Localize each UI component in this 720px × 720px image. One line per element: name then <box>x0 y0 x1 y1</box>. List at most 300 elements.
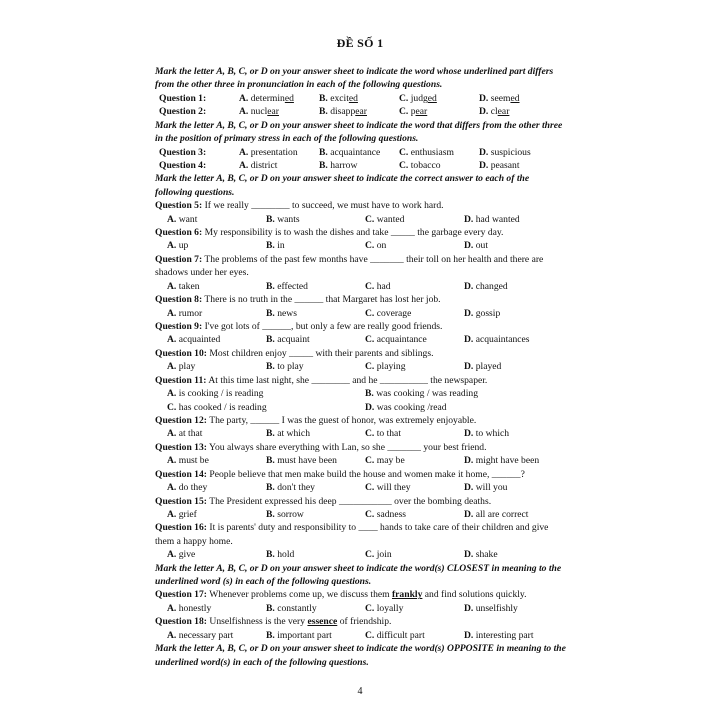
underlined-word: essence <box>307 616 338 628</box>
option-letter: A. <box>167 508 177 520</box>
option-text: coverage <box>376 307 412 319</box>
question-text: If we really ________ to succeed, we must have to work hard. <box>204 200 444 212</box>
answer-options <box>155 629 567 642</box>
answer-options <box>155 360 567 373</box>
answer-option <box>266 307 365 320</box>
option-text: difficult part <box>376 629 425 641</box>
question-text: People believe that men make build the house and women make it home, ______? <box>209 468 525 480</box>
instruction-stress: Mark the letter A, B, C, or D on your answer sheet to indicate the word that differs from the other three in the position of primary stress in each of the following questions. <box>155 119 563 145</box>
option-text: necessary part <box>178 629 234 641</box>
option-text: must be <box>178 455 209 467</box>
answer-option <box>167 602 266 615</box>
answer-option <box>266 239 365 252</box>
answer-option <box>266 360 365 373</box>
answer-option <box>365 280 464 293</box>
option-letter: B. <box>319 92 328 104</box>
option-letter: B. <box>266 602 275 614</box>
answer-option <box>266 333 365 346</box>
answer-option <box>464 548 564 561</box>
answer-options <box>155 307 567 320</box>
option-text: all are correct <box>475 508 529 520</box>
option-text: important part <box>277 629 332 641</box>
option-letter: D. <box>464 508 474 520</box>
answer-option <box>464 427 564 440</box>
option-letter: B. <box>266 508 275 520</box>
option-letter: A. <box>239 92 249 104</box>
answer-option <box>167 629 266 642</box>
question-label: Question 7: <box>155 253 203 265</box>
option-text: don't they <box>277 482 315 494</box>
option-text: taken <box>178 280 200 292</box>
option-text: unselfishly <box>475 602 518 614</box>
instruction-correct-answer: Mark the letter A, B, C, or D on your answer sheet to indicate the correct answer to each of the following questions. <box>155 173 530 198</box>
question-stem <box>155 441 567 454</box>
question-text: My responsibility is to wash the dishes and take _____ the garbage every day. <box>204 227 504 239</box>
answer-option <box>464 360 564 373</box>
answer-option <box>167 548 266 561</box>
answer-option <box>479 146 559 159</box>
option-letter: C. <box>399 146 409 158</box>
answer-option <box>479 92 559 105</box>
question-stem <box>155 521 567 548</box>
answer-option <box>399 105 479 118</box>
option-text: played <box>475 361 502 373</box>
answer-option <box>464 629 564 642</box>
option-text: must have been <box>277 455 337 467</box>
instruction-closest-meaning: Mark the letter A, B, C, or D on your answer sheet to indicate the word(s) CLOSEST in meaning to the underlined word (s) in each of the following questions. <box>155 562 562 588</box>
answer-options <box>155 481 567 494</box>
option-letter: B. <box>365 388 374 400</box>
underlined-part: ear <box>415 106 428 118</box>
answer-option <box>266 454 365 467</box>
option-text: play <box>178 361 196 373</box>
question-text: I've got lots of ______, but only a few are really good friends. <box>204 321 443 333</box>
answer-option <box>319 105 399 118</box>
answer-option <box>365 481 464 494</box>
underlined-part: ed <box>510 92 520 104</box>
option-text: disapp <box>330 106 356 118</box>
option-letter: A. <box>239 106 249 118</box>
question-label: Question 8: <box>155 294 203 306</box>
option-letter: B. <box>266 361 275 373</box>
option-text: presentation <box>250 146 298 158</box>
answer-option <box>399 92 479 105</box>
answer-options <box>155 602 567 615</box>
option-letter: A. <box>167 455 177 467</box>
answer-option <box>167 454 266 467</box>
option-letter: C. <box>399 92 409 104</box>
option-text: to which <box>475 428 510 440</box>
option-letter: B. <box>319 159 328 171</box>
option-letter: C. <box>399 106 409 118</box>
option-text: join <box>376 549 392 561</box>
option-letter: C. <box>365 482 375 494</box>
option-letter: A. <box>167 629 177 641</box>
option-text: loyally <box>376 602 404 614</box>
option-letter: A. <box>167 388 177 400</box>
option-letter: A. <box>239 146 249 158</box>
exam-content <box>155 65 567 669</box>
answer-option <box>239 92 319 105</box>
stress-questions <box>155 146 567 173</box>
question-stem <box>155 414 567 427</box>
question-stem <box>155 615 567 628</box>
correct-answer-questions <box>155 199 567 561</box>
option-letter: B. <box>266 455 275 467</box>
option-text: judg <box>410 92 428 104</box>
option-letter: A. <box>167 280 177 292</box>
question-row <box>155 146 567 159</box>
answer-option <box>266 213 365 226</box>
option-letter: D. <box>365 401 375 413</box>
question-label: Question 1: <box>159 92 207 104</box>
question-stem <box>155 347 567 360</box>
option-text: want <box>178 213 198 225</box>
option-letter: D. <box>464 307 474 319</box>
answer-option <box>167 307 266 320</box>
option-text: acquaintance <box>330 146 381 158</box>
option-text: up <box>178 240 189 252</box>
option-text: gossip <box>475 307 501 319</box>
answer-option <box>319 146 399 159</box>
answer-option <box>399 146 479 159</box>
answer-option <box>365 602 464 615</box>
question-stem <box>155 293 567 306</box>
option-text: may be <box>376 455 405 467</box>
question-label: Question 17: <box>155 589 207 601</box>
option-letter: D. <box>464 549 474 561</box>
answer-option <box>365 333 464 346</box>
question-text: It is parents' duty and responsibility to ____ hands to take care of their children and give them a happy home. <box>155 522 549 547</box>
answer-option <box>464 280 564 293</box>
option-letter: C. <box>365 307 375 319</box>
question-row <box>155 159 567 172</box>
option-letter: A. <box>239 159 249 171</box>
question-label: Question 4: <box>159 159 207 171</box>
answer-option <box>167 360 266 373</box>
answer-option <box>167 333 266 346</box>
option-text: enthusiasm <box>410 146 454 158</box>
underlined-part: ear <box>267 106 279 118</box>
option-letter: C. <box>365 602 375 614</box>
answer-option <box>464 454 564 467</box>
answer-option <box>464 333 564 346</box>
underlined-part: ed <box>348 92 358 104</box>
answer-option <box>479 159 559 172</box>
option-letter: D. <box>464 334 474 346</box>
option-text: out <box>475 240 488 252</box>
answer-option <box>365 401 563 414</box>
option-letter: C. <box>365 213 375 225</box>
option-letter: A. <box>167 482 177 494</box>
option-letter: C. <box>365 549 375 561</box>
option-text: effected <box>277 280 308 292</box>
option-text: peasant <box>490 159 520 171</box>
answer-option <box>167 213 266 226</box>
option-text: acquaintances <box>475 334 530 346</box>
option-letter: D. <box>479 146 489 158</box>
option-letter: A. <box>167 213 177 225</box>
option-text: tobacco <box>410 159 441 171</box>
page-number: 4 <box>357 686 363 697</box>
answer-option <box>266 280 365 293</box>
option-letter: A. <box>167 334 177 346</box>
option-text: do they <box>178 482 208 494</box>
question-text: There is no truth in the ______ that Margaret has lost her job. <box>204 294 441 306</box>
option-letter: C. <box>365 361 375 373</box>
option-letter: A. <box>167 307 177 319</box>
question-text: At this time last night, she ________ and he __________ the newspaper. <box>208 374 488 386</box>
option-text: at which <box>277 428 310 440</box>
option-letter: C. <box>365 240 375 252</box>
option-text: in <box>277 240 285 252</box>
question-text: Most children enjoy _____ with their parents and siblings. <box>209 347 434 359</box>
option-letter: D. <box>464 602 474 614</box>
answer-option <box>266 508 365 521</box>
question-label: Question 10: <box>155 347 207 359</box>
option-text: give <box>178 549 196 561</box>
answer-option <box>365 427 464 440</box>
option-text: shake <box>475 549 498 561</box>
answer-option <box>167 239 266 252</box>
option-letter: C. <box>365 428 375 440</box>
question-row <box>155 92 567 105</box>
question-stem <box>155 199 567 212</box>
question-text-rest: and find solutions quickly. <box>422 589 527 601</box>
answer-option <box>239 105 319 118</box>
option-text: had wanted <box>475 213 520 225</box>
underlined-word: frankly <box>391 589 423 601</box>
answer-option <box>399 159 479 172</box>
option-text: sadness <box>376 508 407 520</box>
option-text: harrow <box>330 159 358 171</box>
closest-meaning-questions <box>155 588 567 642</box>
question-label: Question 6: <box>155 227 203 239</box>
option-text: will you <box>475 482 508 494</box>
question-label: Question 9: <box>155 321 203 333</box>
question-stem <box>155 468 567 481</box>
option-letter: B. <box>266 213 275 225</box>
answer-option <box>319 92 399 105</box>
answer-option <box>464 307 564 320</box>
option-letter: D. <box>464 428 474 440</box>
answer-option <box>266 548 365 561</box>
answer-options <box>155 333 567 346</box>
question-stem <box>155 374 567 387</box>
question-text: Whenever problems come up, we discuss them <box>209 589 392 601</box>
question-stem <box>155 588 567 601</box>
answer-options <box>155 387 567 400</box>
option-text: had <box>376 280 391 292</box>
answer-options <box>155 239 567 252</box>
answer-option <box>266 629 365 642</box>
answer-option <box>319 159 399 172</box>
option-text: acquainted <box>178 334 221 346</box>
option-letter: B. <box>266 428 275 440</box>
option-text: suspicious <box>490 146 531 158</box>
option-letter: A. <box>167 428 177 440</box>
answer-option <box>167 427 266 440</box>
answer-option <box>266 481 365 494</box>
option-text: determin <box>250 92 285 104</box>
pronunciation-questions <box>155 92 567 119</box>
option-letter: C. <box>399 159 409 171</box>
option-text: acquaint <box>277 334 310 346</box>
option-letter: B. <box>319 146 328 158</box>
answer-option <box>167 387 365 400</box>
answer-option <box>365 629 464 642</box>
option-text: constantly <box>277 602 317 614</box>
option-letter: D. <box>479 106 489 118</box>
option-letter: B. <box>266 549 275 561</box>
option-letter: D. <box>464 482 474 494</box>
answer-option <box>365 508 464 521</box>
option-text: rumor <box>178 307 203 319</box>
option-text: on <box>376 240 387 252</box>
option-text: news <box>277 307 297 319</box>
option-text: wants <box>277 213 300 225</box>
option-text: to play <box>277 361 304 373</box>
instruction-opposite-meaning: Mark the letter A, B, C, or D on your answer sheet to indicate the word(s) OPPOSITE in meaning to the underlined word(s) in each of the following questions. <box>155 643 566 668</box>
answer-option <box>266 602 365 615</box>
answer-option <box>365 307 464 320</box>
answer-option <box>167 280 266 293</box>
question-stem <box>155 253 567 280</box>
option-letter: D. <box>464 361 474 373</box>
question-stem <box>155 320 567 333</box>
answer-option <box>239 146 319 159</box>
answer-option <box>464 602 564 615</box>
question-text-rest: of friendship. <box>337 616 392 628</box>
answer-option <box>365 213 464 226</box>
option-text: might have been <box>475 455 540 467</box>
option-text: playing <box>376 361 406 373</box>
option-letter: C. <box>365 334 375 346</box>
option-text: excit <box>330 92 349 104</box>
underlined-part: ear <box>355 106 367 118</box>
option-text: honestly <box>178 602 212 614</box>
option-letter: C. <box>365 508 375 520</box>
option-letter: D. <box>464 455 474 467</box>
option-letter: A. <box>167 361 177 373</box>
option-text: was cooking / was reading <box>376 388 478 400</box>
option-text: district <box>250 159 278 171</box>
option-text: at that <box>178 428 203 440</box>
question-label: Question 16: <box>155 522 207 534</box>
question-label: Question 12: <box>155 414 207 426</box>
answer-option <box>479 105 559 118</box>
option-text: cl <box>490 106 498 118</box>
option-text: sorrow <box>277 508 304 520</box>
option-text: interesting part <box>475 629 534 641</box>
question-text: The President expressed his deep ___________ over the bombing deaths. <box>209 495 492 507</box>
option-text: has cooked / is reading <box>178 401 267 413</box>
option-letter: B. <box>266 280 275 292</box>
question-row <box>155 105 567 118</box>
answer-option <box>167 401 365 414</box>
answer-option <box>365 454 464 467</box>
question-text: The party, ______ I was the guest of honor, was extremely enjoyable. <box>209 414 477 426</box>
option-letter: B. <box>266 240 275 252</box>
option-text: p <box>410 106 416 118</box>
question-stem <box>155 226 567 239</box>
option-text: is cooking / is reading <box>178 388 264 400</box>
answer-option <box>464 239 564 252</box>
option-text: will they <box>376 482 411 494</box>
question-text: The problems of the past few months have _______ their toll on her health and there are shadows under her eyes. <box>155 253 544 279</box>
option-letter: B. <box>266 334 275 346</box>
option-text: seem <box>490 92 511 104</box>
answer-options <box>155 454 567 467</box>
answer-option <box>365 360 464 373</box>
option-letter: C. <box>365 629 375 641</box>
answer-option <box>239 159 319 172</box>
answer-option <box>464 508 564 521</box>
option-letter: C. <box>365 280 375 292</box>
instruction-pronunciation: Mark the letter A, B, C, or D on your answer sheet to indicate the word whose underlined part differs from the other three in pronunciation in each of the following questions. <box>155 66 554 91</box>
question-text: You always share everything with Lan, so she _______ your best friend. <box>209 441 487 453</box>
question-label: Question 2: <box>159 106 207 118</box>
answer-option <box>464 481 564 494</box>
option-text: was cooking /read <box>376 401 447 413</box>
underlined-part: ear <box>497 106 510 118</box>
answer-options <box>155 280 567 293</box>
option-letter: D. <box>479 92 489 104</box>
answer-option <box>167 481 266 494</box>
underlined-part: ed <box>284 92 294 104</box>
answer-options <box>155 548 567 561</box>
answer-option <box>266 427 365 440</box>
option-letter: D. <box>464 240 474 252</box>
option-text: grief <box>178 508 197 520</box>
option-letter: A. <box>167 602 177 614</box>
question-label: Question 18: <box>155 616 207 628</box>
underlined-part: ed <box>427 92 437 104</box>
option-text: hold <box>277 549 295 561</box>
question-label: Question 13: <box>155 441 207 453</box>
option-letter: B. <box>266 307 275 319</box>
answer-options <box>155 401 567 414</box>
option-text: nucl <box>250 106 268 118</box>
question-label: Question 5: <box>155 200 203 212</box>
option-text: changed <box>475 280 508 292</box>
answer-option <box>365 548 464 561</box>
option-text: wanted <box>376 213 405 225</box>
answer-options <box>155 213 567 226</box>
option-letter: D. <box>464 213 474 225</box>
option-letter: B. <box>319 106 328 118</box>
answer-option <box>365 239 464 252</box>
question-label: Question 3: <box>159 146 207 158</box>
question-label: Question 14: <box>155 468 207 480</box>
option-text: acquaintance <box>376 334 427 346</box>
option-letter: B. <box>266 629 275 641</box>
answer-options <box>155 508 567 521</box>
option-letter: C. <box>365 455 375 467</box>
option-letter: D. <box>464 629 474 641</box>
option-letter: D. <box>479 159 489 171</box>
option-letter: A. <box>167 240 177 252</box>
page-title: ĐỀ SỐ 1 <box>336 36 384 50</box>
answer-option <box>464 213 564 226</box>
question-label: Question 11: <box>155 374 207 386</box>
option-text: to that <box>376 428 401 440</box>
answer-option <box>365 387 563 400</box>
answer-option <box>167 508 266 521</box>
option-letter: C. <box>167 401 177 413</box>
option-letter: B. <box>266 482 275 494</box>
question-text: Unselfishness is the very <box>209 616 308 628</box>
